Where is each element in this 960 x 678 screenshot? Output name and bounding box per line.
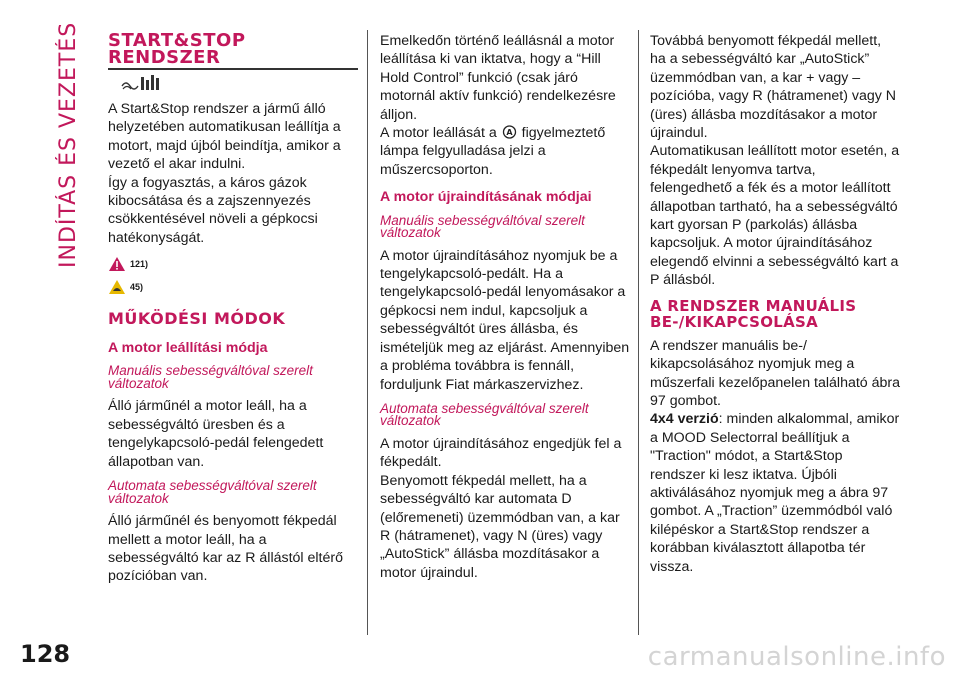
paragraph: Álló járműnél és benyomott fékpedál mellett a motor leáll, ha a sebességváltó kar az R állástól eltérő pozícióban van.: [108, 513, 344, 585]
warning-reference: [108, 255, 358, 273]
reference-number: 45): [130, 281, 144, 292]
section-heading-manual-toggle: [650, 296, 900, 331]
feature-icon: [120, 72, 160, 94]
paragraph: A motor újraindításához nyomjuk be a tengelykapcsoló-pedált. Ha a tengelykapcsoló-pedál lenyomásakor a gépkocsi nem indul, kapcsoljuk a sebességváltót üres állásba, és ismételjük meg az eljárást. Amennyiben a probléma továbbra is fennáll, forduljunk Fiat márkaszervizhez.: [380, 247, 630, 393]
text-run: A motor leállását a: [380, 125, 497, 142]
heading-line: RENDSZER: [108, 47, 221, 68]
paragraph: [650, 410, 900, 576]
paragraph: Így a fogyasztás, a káros gázok kibocsátása és a zajszennyezés csökkentésével növeli a gépkocsi hatékonyságát.: [108, 174, 318, 246]
heading-line: START&STOP: [108, 30, 246, 51]
column-3: [650, 32, 900, 576]
section-heading-modes: MŰKÖDÉSI MÓDOK: [108, 309, 286, 329]
subheading: A motor újraindításának módjai: [380, 189, 592, 206]
paragraph: [380, 124, 630, 179]
paragraph: A rendszer manuális be-/ kikapcsolásához nyomjuk meg a műszerfali kezelőpanelen található ábra 97 gombot.: [650, 337, 901, 409]
column-divider: [638, 30, 639, 635]
paragraph: Álló járműnél a motor leáll, ha a sebességváltó üresben és a tengelykapcsoló-pedál felengedett állapotban van.: [108, 398, 324, 470]
page-number: 128: [20, 640, 71, 668]
paragraph: Benyomott fékpedál mellett, ha a sebességváltó kar automata D (előremeneti) üzemmódban van, a kar R (hátramenet), vagy N (üres) vagy „AutoStick” állásba mozdításakor a motor újraindul.: [380, 472, 620, 581]
paragraph: A Start&Stop rendszer a jármű álló helyzetében automatikusan leállítja a motort, majd újból beindítja, amikor a vezető el akar indulni.: [108, 101, 341, 173]
paragraph: A motor újraindításához engedjük fel a fékpedált.: [380, 435, 622, 471]
section-heading-start-stop: [108, 32, 358, 70]
heading-line: BE-/KIKAPCSOLÁSA: [650, 312, 819, 331]
column-divider: [367, 30, 368, 635]
bold-run: 4x4 verzió: [650, 411, 719, 428]
column-1: [108, 32, 358, 586]
caution-reference: [108, 278, 358, 296]
variant-label: Manuális sebességváltóval szerelt változatok: [380, 212, 585, 241]
text-run: : minden alkalommal, amikor a MOOD Selectorral beállítjuk a "Traction" módot, a Start&Stop rendszer ki lesz iktatva. Újbóli aktiválásához nyomjuk meg a ábra 97 gombot. A „Traction” üzemmódból való kilépéskor a Start&Stop rendszer a korábban kiválasztott állapotba tér vissza.: [650, 411, 900, 575]
start-stop-indicator-icon: [501, 125, 518, 139]
column-2: [380, 32, 630, 582]
paragraph: Automatikusan leállított motor esetén, a fékpedált lenyomva tartva, felengedhető a fék és a motor leállított állapotban tartható, ha a sebességváltó kart gyorsan P (parkolás) állásba kapcsoljuk. A motor újraindításához elegendő elvinni a sebességváltó kart a P állásból.: [650, 143, 900, 289]
chapter-title: INDÍTÁS ÉS VEZETÉS: [56, 22, 81, 269]
caution-icon: [108, 279, 126, 295]
svg-text:A: A: [506, 128, 513, 138]
paragraph: Továbbá benyomott fékpedál mellett, ha a sebességváltó kar „AutoStick” üzemmódban van, a kar + vagy – pozícióba, vagy R (hátramenet) vagy N (üres) állásba mozdításakor a motor újraindul.: [650, 33, 897, 142]
reference-number: 121): [130, 259, 149, 270]
text-run: figyelmeztető lámpa felgyulladása jelzi a műszercsoporton.: [380, 125, 606, 178]
watermark: carmanualsonline.info: [647, 642, 946, 672]
warning-icon: [108, 256, 126, 272]
variant-label: Automata sebességváltóval szerelt változatok: [108, 478, 317, 506]
variant-label: Automata sebességváltóval szerelt változatok: [380, 400, 589, 429]
subheading: A motor leállítási módja: [108, 340, 268, 357]
paragraph: Emelkedőn történő leállásnál a motor leállítása ki van iktatva, hogy a “Hill Hold Control” funkció (csak járó motornál aktív funkció) rendelkezésre álljon.: [380, 33, 616, 123]
heading-line: A RENDSZER MANUÁLIS: [650, 296, 857, 315]
variant-label: Manuális sebességváltóval szerelt változatok: [108, 363, 313, 391]
